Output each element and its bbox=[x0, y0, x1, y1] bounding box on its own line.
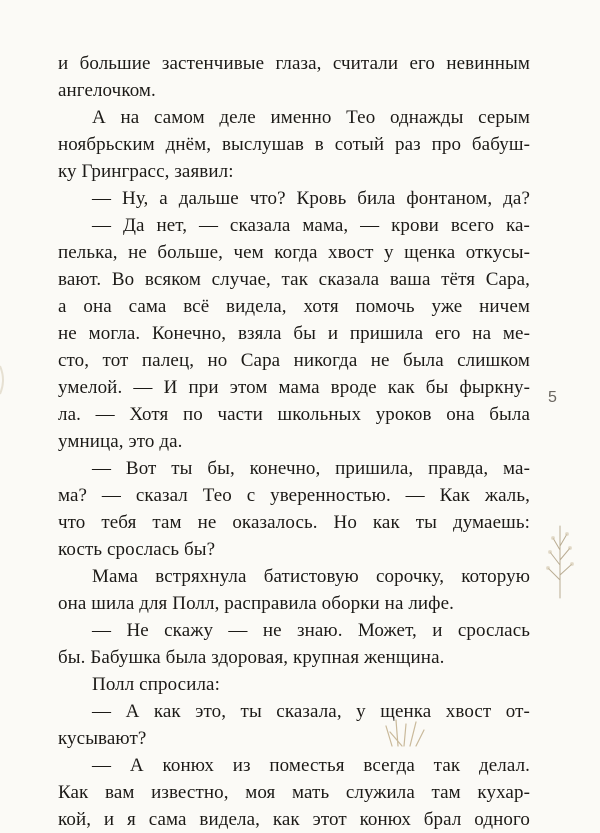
text-line: не могла. Конечно, взяла бы и пришила его на ме- bbox=[58, 323, 530, 344]
text-line: ку Гринграсс, заявил: bbox=[58, 161, 234, 182]
plant-sprig-icon bbox=[538, 520, 582, 600]
text-line: кость срослась бы? bbox=[58, 539, 216, 560]
text-line: — Ну, а дальше что? Кровь била фонтаном, да? bbox=[92, 188, 530, 209]
text-line: сто, тот палец, но Сара никогда не была слишком bbox=[58, 350, 530, 371]
text-line: бы. Бабушка была здоровая, крупная женщина. bbox=[58, 647, 445, 668]
text-line: Как вам известно, моя мать служила там кухар- bbox=[58, 782, 530, 803]
text-line: А на самом деле именно Тео однажды серым bbox=[92, 107, 530, 128]
text-line: ла. — Хотя по части школьных уроков она была bbox=[58, 404, 530, 425]
text-line: ма? — сказал Тео с уверенностью. — Как жаль, bbox=[58, 485, 530, 506]
text-line: что тебя там не оказалось. Но как ты думаешь: bbox=[58, 512, 530, 533]
text-line: вают. Во всяком случае, так сказала ваша тётя Сара, bbox=[58, 269, 530, 290]
text-line: умница, это да. bbox=[58, 431, 183, 452]
text-line: ноябрьским днём, выслушав в сотый раз про бабуш- bbox=[58, 134, 530, 155]
text-line: ангелочком. bbox=[58, 80, 156, 101]
text-line: Мама встряхнула батистовую сорочку, которую bbox=[92, 566, 530, 587]
text-line: она шила для Полл, расправила оборки на лифе. bbox=[58, 593, 454, 614]
text-line: кой, и я сама видела, как этот конюх брал одного bbox=[58, 809, 530, 830]
text-line: Полл спросила: bbox=[92, 674, 220, 695]
grass-tuft-icon bbox=[372, 708, 442, 748]
text-line: и большие застенчивые глаза, считали его невинным bbox=[58, 53, 530, 74]
page-edge-mark bbox=[0, 360, 10, 400]
text-line: кусывают? bbox=[58, 728, 147, 749]
text-line: умелой. — И при этом мама вроде как бы фыркну- bbox=[58, 377, 530, 398]
text-line: — А конюх из поместья всегда так делал. bbox=[92, 755, 530, 776]
page-number: 5 bbox=[548, 389, 557, 406]
text-line: — А как это, ты сказала, у щенка хвост от- bbox=[92, 701, 530, 722]
text-line: — Да нет, — сказала мама, — крови всего ка- bbox=[92, 215, 530, 236]
text-line: пелька, не больше, чем когда хвост у щенка откусы- bbox=[58, 242, 530, 263]
text-line: — Вот ты бы, конечно, пришила, правда, ма- bbox=[92, 458, 530, 479]
text-line: а она сама всё видела, хотя помочь уже ничем bbox=[58, 296, 530, 317]
page-text bbox=[58, 50, 530, 833]
text-line: — Не скажу — не знаю. Может, и срослась bbox=[92, 620, 530, 641]
